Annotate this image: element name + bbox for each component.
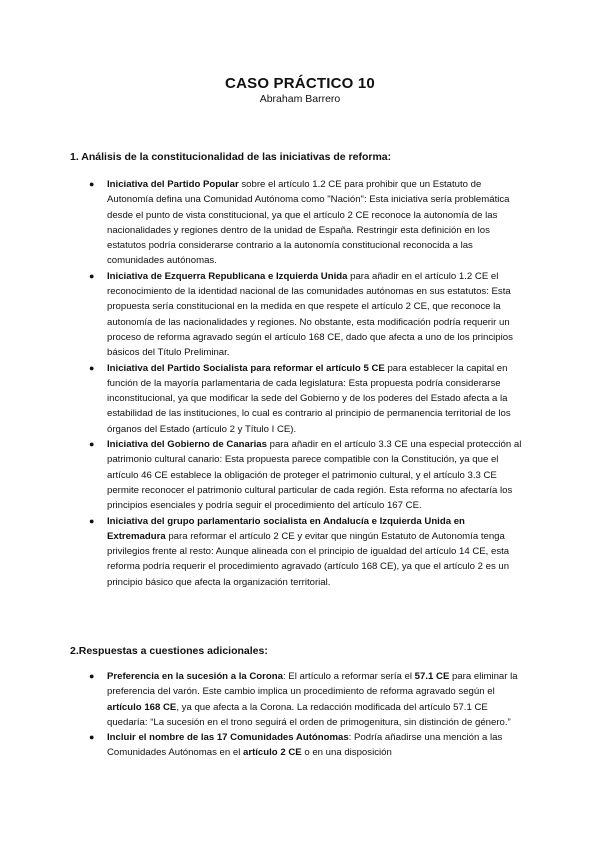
item-text: : El artículo a reformar sería el <box>282 671 415 682</box>
item-text: para reformar el artículo 2 CE y evitar que ningún Estatuto de Autonomía tenga privilegios frente al resto: Aunque alineada con el principio de igualdad del artículo 14 CE, esta reforma podría requerir el procedimiento agravado (artículo 168 CE), ya que el artículo 2 es un principio básico que afecta la organización territorial. <box>107 530 510 588</box>
item-lead: Preferencia en la sucesión a la Corona <box>107 671 283 682</box>
item-text: para eliminar la preferencia del varón. Este cambio implica un procedimiento de reforma agravado según el <box>107 671 518 698</box>
section-2-heading: 2.Respuestas a cuestiones adicionales: <box>70 645 268 657</box>
bullet-icon: ● <box>89 439 95 450</box>
bullet-icon: ● <box>89 362 95 373</box>
item-lead: Iniciativa de Ezquerra Republicana e Izquierda Unida <box>107 270 348 282</box>
document-author: Abraham Barrero <box>259 93 341 105</box>
item-text: para añadir en el artículo 1.2 CE el reconocimiento de la identidad nacional de las comunidades autónomas en sus estatutos: Esta propuesta sería constitucional en la medida en que respete el artículo 2 CE, que reconoce la autonomía de las nacionalidades y regiones. No obstante, esta modificación podría requerir un proceso de reforma agravado según el artículo 168 CE, dado que afecta a uno de los principios básicos del Título Preliminar. <box>107 270 513 359</box>
item-text: sobre el artículo 1.2 CE para prohibir que un Estatuto de Autonomía defina una Comunidad Autónoma como "Nación": Esta iniciativa sería problemática desde el punto de vista constitucional, ya que el artículo 2 CE reconoce la autonomía de las nacionalidades y regiones dentro de la unidad de España. Restringir esta definición en los estatutos podría considerarse contrario a la autonomía constitucional reconocida a las comunidades autónomas. <box>107 179 510 267</box>
item-lead: Iniciativa del Gobierno de Canarias <box>107 439 267 451</box>
item-emphasis: 57.1 CE <box>414 671 450 682</box>
item-lead: Incluir el nombre de las 17 Comunidades Autónomas <box>107 732 349 744</box>
list-item <box>89 514 525 590</box>
item-lead: Iniciativa del grupo parlamentario socialista en Andalucía e Izquierda Unida en Extremadura <box>107 515 465 542</box>
bullet-icon: ● <box>89 270 95 281</box>
list-item <box>89 177 525 269</box>
item-text: o en una disposición <box>301 747 392 759</box>
bullet-icon: ● <box>89 732 95 743</box>
section-1-list <box>89 177 525 590</box>
section-1-heading: 1. Análisis de la constitucionalidad de las iniciativas de reforma: <box>70 151 392 163</box>
bullet-icon: ● <box>89 179 95 189</box>
item-text: para añadir en el artículo 3.3 CE una especial protección al patrimonio cultural canario: Esta propuesta parece compatible con la Constitución, ya que el artículo 46 CE establece la obligación de proteger el patrimonio cultural, y el artículo 3.3 CE permite reconocer el patrimonio cultural particular de cada región. Esta reforma no afectaría los principios esenciales y podría seguir el procedimiento del artículo 167 CE. <box>107 439 522 512</box>
list-item <box>89 669 525 730</box>
item-lead: Iniciativa del Partido Popular <box>107 179 239 190</box>
item-text: para establecer la capital en función de la mayoría parlamentaria de cada legislatura: Esta propuesta podría considerarse inconstitucional, ya que modificar la sede del Gobierno y de los poderes del Estado afecta a la estabilidad de las instituciones, lo cual es contrario al principio de permanencia territorial de los órganos del Estado (artículo 2 y Título I CE). <box>107 362 511 435</box>
list-item <box>89 361 525 437</box>
list-item <box>89 437 525 513</box>
section-2-list <box>89 669 525 761</box>
item-emphasis: artículo 168 CE <box>107 701 177 713</box>
item-emphasis: artículo 2 CE <box>243 747 302 759</box>
item-text: : Podría añadirse una mención a las Comunidades Autónomas en el <box>107 732 503 759</box>
item-lead: Iniciativa del Partido Socialista para reformar el artículo 5 CE <box>107 362 385 374</box>
bullet-icon: ● <box>89 515 95 526</box>
bullet-icon: ● <box>89 671 95 681</box>
item-text: , ya que afecta a la Corona. La redacción modificada del artículo 57.1 CE quedaría: “La sucesión en el trono seguirá el orden de primogenitura, sin distinción de género.” <box>107 701 511 728</box>
document-title: CASO PRÁCTICO 10 <box>225 75 375 92</box>
list-item <box>89 269 525 361</box>
list-item <box>89 730 525 761</box>
